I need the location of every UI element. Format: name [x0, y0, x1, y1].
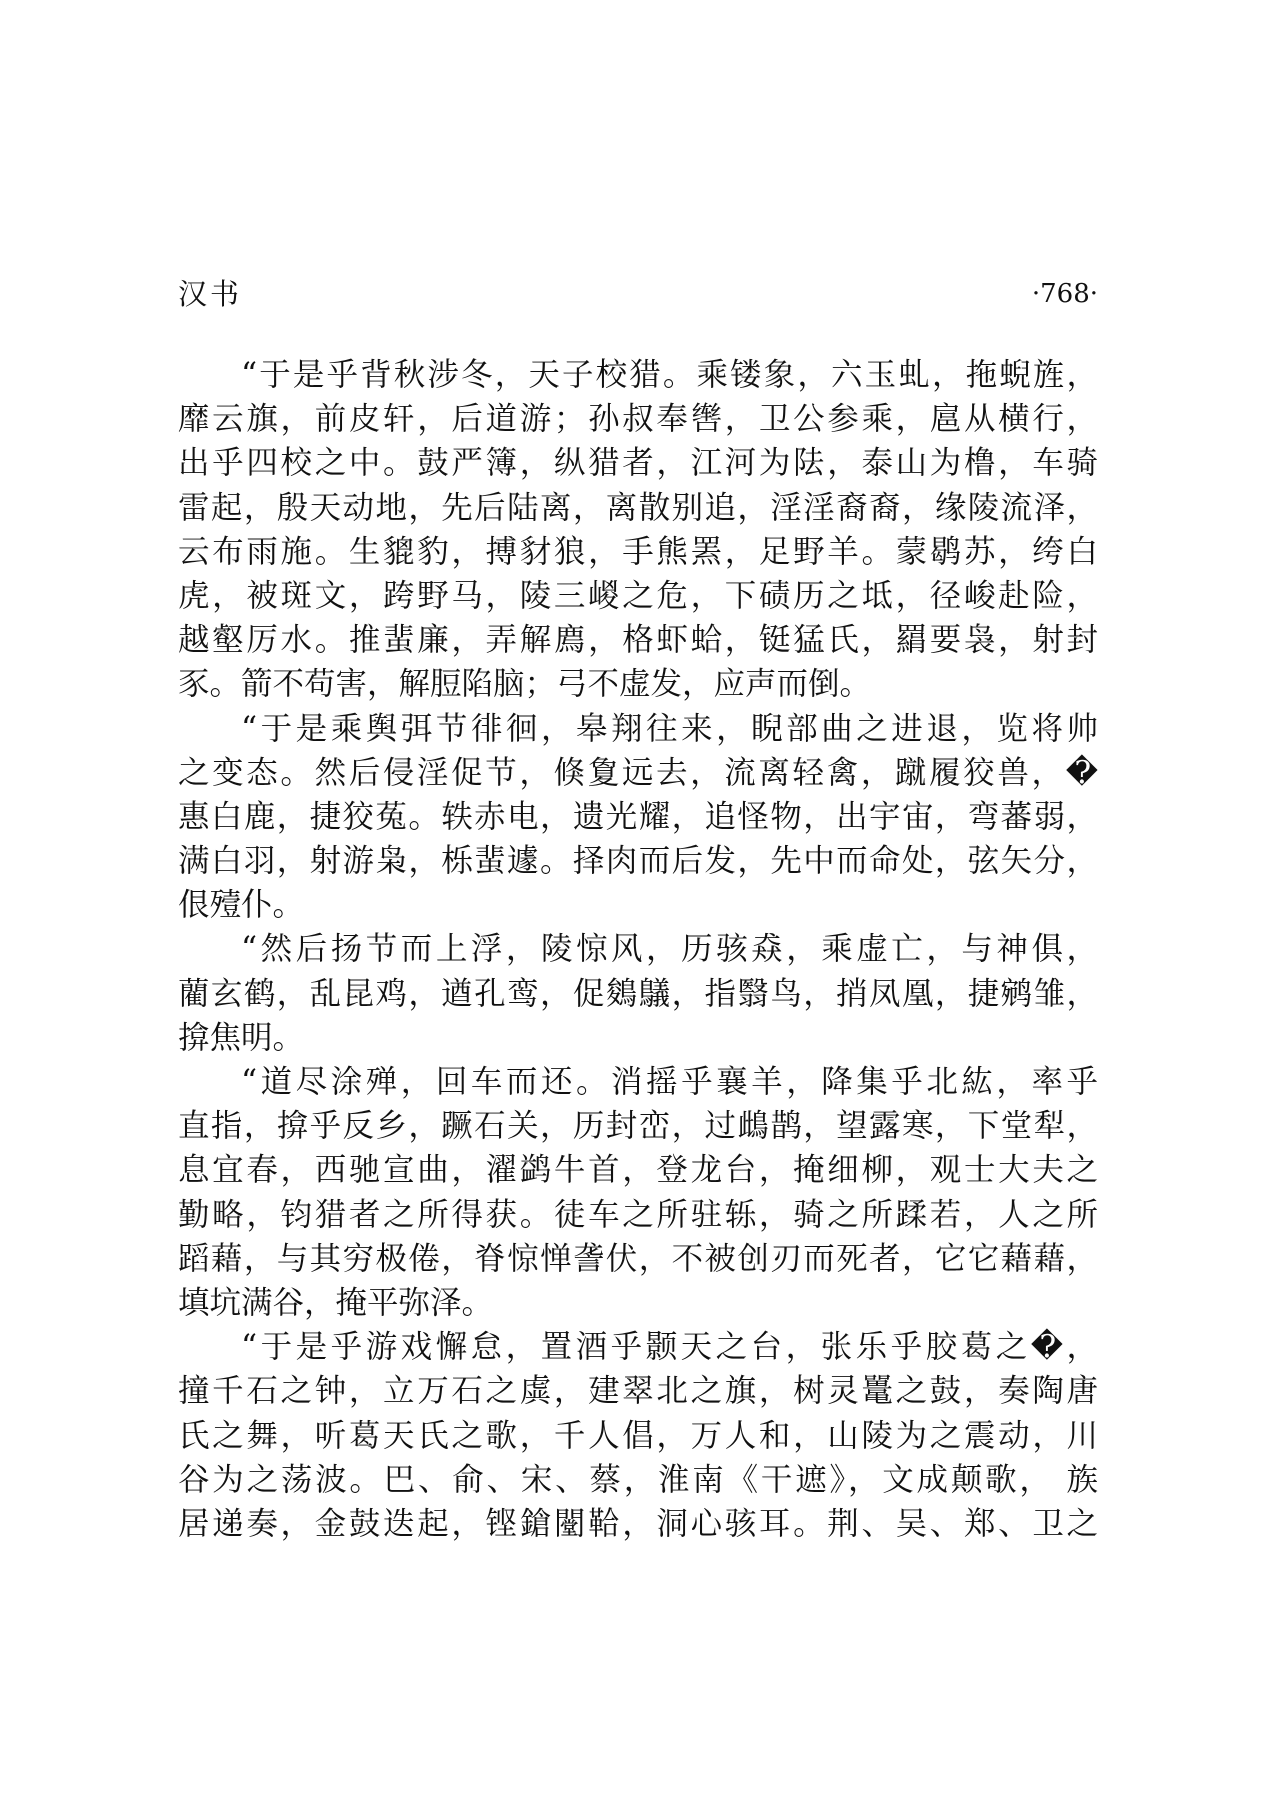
text-line: 居递奏，金鼓迭起，铿鎗闛鞈，洞心骇耳。荆、吴、郑、卫之	[178, 1505, 1098, 1542]
text-line: 惠白鹿，捷狡菟。轶赤电，遗光耀，追怪物，出宇宙，弯蕃弱，	[178, 798, 1098, 835]
text-line: 揜焦明。	[178, 1019, 305, 1056]
text-line: 藺玄鹤，乱昆鸡，遒孔鸾，促鵕鸃，指翳鸟，捎凤凰，捷鹓雏，	[178, 975, 1098, 1012]
text-line: 之变态。然后侵淫促节，倏夐远去，流离轻禽，蹴履狡兽，�	[178, 754, 1098, 791]
text-line: 谷为之荡波。巴、俞、宋、蔡，淮南《干遮》，文成颠歌， 族	[178, 1461, 1098, 1498]
text-line: 满白羽，射游枭，栎蜚遽。择肉而后发，先中而命处，弦矢分，	[178, 843, 1098, 880]
text-line: 勤略，钧猎者之所得获。徒车之所驻轹，骑之所蹂若，人之所	[178, 1196, 1098, 1233]
text-line: 佷殪仆。	[178, 887, 305, 924]
text-line: “道尽涂殚，回车而还。消摇乎襄羊，降集乎北紘，率乎	[241, 1064, 1098, 1100]
text-line: 豕。箭不苟害，解脰陷脑；弓不虚发，应声而倒。	[178, 666, 872, 703]
text-line: 息宜春，西驰宣曲，濯鹢牛首，登龙台，掩细柳，观士大夫之	[178, 1152, 1098, 1189]
text-line: 出乎四校之中。鼓严簿，纵猎者，江河为阹，泰山为橹，车骑	[178, 445, 1098, 482]
text-line: 直指，揜乎反乡，蹶石关，历封峦，过䳄鹊，望露寒，下堂犁，	[178, 1108, 1098, 1145]
text-line: 填坑满谷，掩平弥泽。	[178, 1284, 494, 1321]
text-line: “于是乎背秋涉冬，天子校猎。乘镂象，六玉虬，拖蜺旌，	[241, 357, 1098, 393]
text-line: 靡云旗，前皮轩，后道游；孙叔奉辔，卫公参乘，扈从横行，	[178, 401, 1098, 438]
text-line: 云布雨施。生貔豹，搏豺狼，手熊罴，足野羊。蒙鹖苏，绔白	[178, 533, 1098, 570]
text-line: 氏之舞，听葛天氏之歌，千人倡，万人和，山陵为之震动，川	[178, 1417, 1098, 1454]
text-line: 虎，被斑文，跨野马，陵三嵕之危，下碛历之坻，径峻赴险，	[178, 577, 1098, 614]
text-line: “然后扬节而上浮，陵惊风，历骇猋，乘虚亡，与神俱，	[241, 931, 1098, 968]
text-line: “于是乎游戏懈怠，置酒乎颢天之台，张乐乎胶葛之�，	[241, 1329, 1098, 1366]
text-line: 撞千石之钟，立万石之虡，建翠北之旗，树灵鼍之鼓，奏陶唐	[178, 1373, 1098, 1410]
page-header	[178, 270, 1098, 318]
page-number: ·768·	[1031, 279, 1098, 309]
text-line: “于是乘舆弭节徘徊，皋翔往来，睨部曲之进退，览将帅	[241, 710, 1098, 747]
text-line: 越壑厉水。推蜚廉，弄解廌，格虾蛤，铤猛氏，羂要袅，射封	[178, 622, 1098, 659]
text-line: 雷起，殷天动地，先后陆离，离散别追，淫淫裔裔，缘陵流泽，	[178, 489, 1098, 526]
text-line: 蹈藉，与其穷极倦，脊惊惮詟伏，不被创刃而死者，它它藉藉，	[178, 1240, 1098, 1277]
body-text	[178, 353, 1098, 1546]
book-title: 汉书	[178, 277, 243, 311]
